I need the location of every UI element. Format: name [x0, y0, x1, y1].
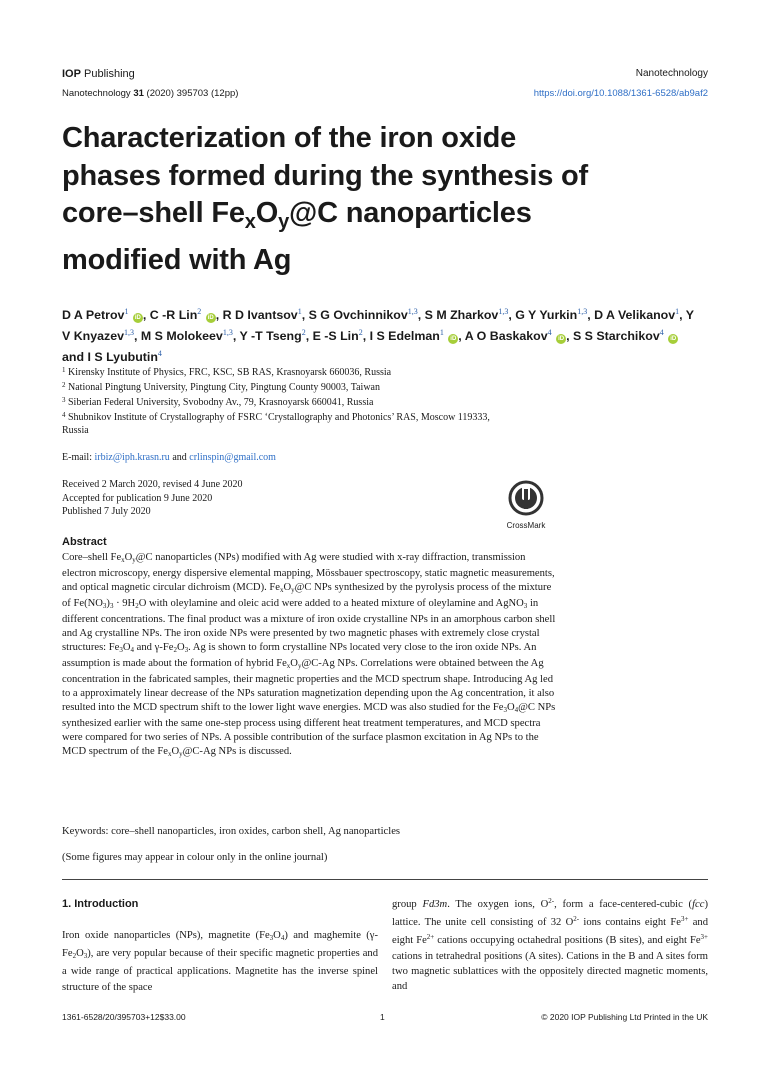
author-list [62, 303, 702, 366]
author-name: G Y Yurkin [515, 308, 578, 322]
author: G Y Yurkin$^{1,3}$, [515, 307, 595, 322]
affiliation-item: $^2$ National Pingtung University, Pingtung City, Pingtung County 90003, Taiwan [62, 381, 380, 393]
author-name: S S Starchikov [572, 329, 660, 343]
page-number: 1 [380, 1012, 385, 1022]
author-affiliation-ref: 1,3 [498, 307, 509, 316]
author: D A Velikanov$^1$, [594, 307, 686, 322]
running-header [62, 68, 708, 82]
colour-note: (Some figures may appear in colour only in the online journal) [62, 852, 328, 863]
author-affiliation-ref: 2 [301, 328, 306, 337]
section-divider [62, 879, 708, 880]
author [87, 350, 161, 364]
paper-title: Characterization of the iron oxide phases formed during the synthesis of core–shell $Fe_xO_y@C$ nanoparticles modified with Ag [62, 122, 588, 276]
author-name: D A Velikanov [594, 308, 676, 322]
crossmark-badge[interactable] [506, 480, 546, 530]
author-affiliation-ref: 1,3 [222, 328, 233, 337]
email-link-2[interactable]: crlinspin@gmail.com [189, 452, 276, 463]
keywords: Keywords: core–shell nanoparticles, iron oxides, carbon shell, Ag nanoparticles [62, 826, 401, 837]
author-name: M S Molokeev [140, 329, 223, 343]
author-name: R D Ivantsov [222, 308, 298, 322]
footer-copyright: © 2020 IOP Publishing Ltd Printed in the UK [541, 1012, 708, 1022]
author-name: A O Baskakov [464, 329, 548, 343]
email-link-1[interactable]: irbiz@iph.krasn.ru [94, 452, 170, 463]
citation: Nanotechnology 31 (2020) 395703 (12pp) [62, 88, 239, 99]
orcid-icon[interactable]: iD [558, 336, 565, 342]
author: S G Ovchinnikov$^{1,3}$, [308, 307, 425, 322]
author-affiliation-ref: 1,3 [123, 328, 134, 337]
publisher-logo: IOP Publishing [62, 68, 135, 80]
abstract-body: Core–shell $Fe_xO_y@C$ nanoparticles (NPs) modified with Ag were studied with x-ray diffraction, transmission electron microscopy, energy dispersive elemental mapping, Mössbauer spectroscopy, static magnetic measurements, and optical magnetic circular dichroism (MCD). $Fe_xO_y@C$ NPs synthesized by the pyrolysis process of the mixture of $Fe(NO_3)_3 \cdot 9H_2O$ with oleylamine and oleic acid were added to a heated mixture of oleylamine and AgNO$_3$ in different concentrations. The final product was a mixture of iron oxide crystalline NPs in an amorphous carbon shell and Ag crystalline NPs. The iron oxide NPs were presented by two magnetic phases with extremely close crystal structures: $Fe_3O_4$ and $\gamma-Fe_2O_3$. Ag is shown to form crystalline NPs located very close to the iron oxide NPs. An assumption is made about the formation of hybrid $Fe_xO_y@C-Ag$ NPs. Correlations were obtained between the Ag concentration in the fabricated samples, their magnetic properties and the MCD spectrum shape. Introducing Ag led to a approximately linear decrease of the NPs saturation magnetization depending upon the Ag concentration, it also resulted into the MCD spectrum shift to the lower light wave energies. MCD was also studied for the $Fe_3O_4@C$ NPs synthesized earlier with the same one-step process using different heat treatment temperatures, and MCD spectra were compared for two series of NPs. A possible contribution of the surface plasmon excitation in Ag NPs to the MCD spectrum of the $Fe_xO_y@C-Ag$ NPs is discussed. [62, 552, 556, 758]
author-affiliation-ref: 2 [358, 328, 363, 337]
intro-column-left: Iron oxide nanoparticles (NPs), magnetite $(Fe_3O_4)$ and maghemite $(\gamma-Fe_2O_3)$, are very popular because of their specific magnetic properties and a wide range of practical applications. Magnetite has the inverse spinel structure of the space [62, 930, 378, 993]
affiliations [62, 364, 512, 437]
published-date: Published 7 July 2020 [62, 506, 151, 517]
affiliation-item: $^1$ Kirensky Institute of Physics, FRC, KSC, SB RAS, Krasnoyarsk 660036, Russia [62, 366, 392, 378]
author-affiliation-ref: 1,3 [407, 307, 418, 316]
author-name: C -R Lin [149, 308, 198, 322]
author: C -R Lin$^2$ iD , [149, 307, 223, 322]
author: S M Zharkov$^{1,3}$, [424, 307, 516, 322]
abstract-heading: Abstract [62, 536, 107, 548]
orcid-icon[interactable]: iD [450, 336, 457, 342]
crossmark-icon [508, 480, 544, 516]
author-affiliation-ref: 4 [157, 349, 162, 358]
crossmark-label: CrossMark [506, 521, 546, 530]
author: I S Edelman$^1$ iD , [369, 328, 465, 343]
orcid-icon[interactable]: iD [207, 315, 214, 321]
intro-heading: 1. Introduction [62, 898, 139, 910]
author: S S Starchikov$^4$ iD and [62, 328, 677, 364]
author: E -S Lin$^2$, [312, 328, 370, 343]
author: M S Molokeev$^{1,3}$, [140, 328, 240, 343]
email-line: E-mail: irbiz@iph.krasn.ru and crlinspin@gmail.com [62, 452, 276, 463]
author-affiliation-ref: 4 [547, 328, 552, 337]
author-affiliation-ref: 1 [124, 307, 129, 316]
affiliation-item: $^4$ Shubnikov Institute of Crystallography of FSRC ‘Crystallography and Photonics’ RAS, Moscow 119333, Russia [62, 411, 490, 436]
author: A O Baskakov$^4$ iD , [464, 328, 573, 343]
accepted-date: Accepted for publication 9 June 2020 [62, 492, 213, 504]
intro-column-right: group Fd3m. The oxygen ions, $O^{2-}$, form a face-centered-cubic (fcc) lattice. The unite cell consisting of 32 $O^{2-}$ ions contains eight $Fe^{3+}$ and eight $Fe^{2+}$ cations occupying octahedral positions (B sites), and eight $Fe^{3+}$ cations in tetrahedral positions (A sites). Cations in the B and A sites form two magnetic sublattices with the oppositely directed magnetic moments, and [392, 897, 708, 993]
author-name: S G Ovchinnikov [308, 308, 408, 322]
author: Y V Knyazev$^{1,3}$, [62, 308, 694, 343]
author-affiliation-ref: 1 [675, 307, 680, 316]
received-date: Received 2 March 2020, revised 4 June 2020 [62, 479, 243, 490]
author-name: S M Zharkov [424, 308, 499, 322]
orcid-icon[interactable]: iD [134, 315, 141, 321]
author-name: E -S Lin [312, 329, 359, 343]
author: R D Ivantsov$^1$, [222, 307, 309, 322]
author-affiliation-ref: 4 [659, 328, 664, 337]
author-name: Y V Knyazev [62, 308, 694, 343]
journal-name: Nanotechnology [635, 68, 708, 79]
author-affiliation-ref: 2 [197, 307, 202, 316]
author: D A Petrov$^1$ iD , [62, 307, 150, 322]
author-affiliation-ref: 1,3 [577, 307, 588, 316]
author-affiliation-ref: 1 [439, 328, 444, 337]
author-name: I S Edelman [369, 329, 440, 343]
orcid-icon[interactable]: iD [670, 336, 677, 342]
affiliation-item: $^3$ Siberian Federal University, Svobodny Av., 79, Krasnoyarsk 660041, Russia [62, 396, 374, 408]
author-name: I S Lyubutin [87, 350, 158, 364]
author: Y -T Tseng$^2$, [239, 328, 313, 343]
publication-dates [62, 478, 243, 519]
author-name: D A Petrov [62, 308, 125, 322]
author-name: Y -T Tseng [239, 329, 302, 343]
footer-issn: 1361-6528/20/395703+12$33.00 [62, 1012, 186, 1022]
doi-link[interactable]: https://doi.org/10.1088/1361-6528/ab9af2 [533, 88, 708, 99]
author-affiliation-ref: 1 [297, 307, 302, 316]
